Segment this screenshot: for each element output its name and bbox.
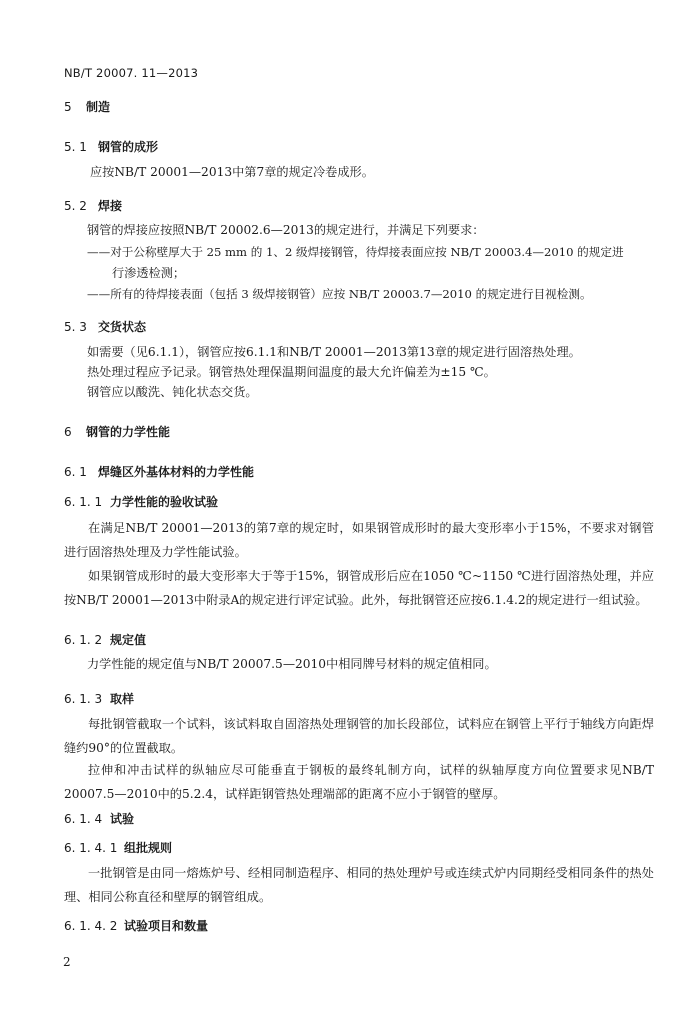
heading-6-1-2	[64, 631, 146, 648]
dash-list-item: ——对于公称壁厚大于 25 mm 的 1、2 级焊接钢管，待焊接表面应按 NB/T 20003.4—2010 的规定进	[87, 245, 624, 259]
heading-6-1-4	[64, 810, 134, 827]
heading-title: 试验项目和数量	[124, 919, 209, 933]
dash-list-item-continuation: 行渗透检测；	[112, 266, 186, 280]
heading-number: 5. 3	[64, 320, 87, 334]
heading-title: 焊缝区外基体材料的力学性能	[98, 465, 255, 479]
heading-title: 规定值	[110, 633, 147, 647]
heading-title: 力学性能的验收试验	[110, 495, 219, 509]
heading-number: 6. 1. 4. 2	[64, 919, 118, 933]
heading-number: 5	[64, 100, 72, 114]
paragraph: 每批钢管截取一个试料，该试料取自固溶热处理钢管的加长段部位，试料应在钢管上平行于轴线方向距焊缝约90°的位置截取。	[64, 717, 654, 755]
heading-6-1-1	[64, 493, 218, 510]
heading-title: 制造	[86, 100, 111, 114]
heading-number: 6. 1. 4	[64, 812, 103, 826]
paragraph: 拉伸和冲击试样的纵轴应尽可能垂直于钢板的最终轧制方向，试样的纵轴厚度方向位置要求见NB/T 20007.5—2010中的5.2.4，试样距钢管热处理端部的距离不应小于钢管的壁厚。	[64, 763, 654, 801]
heading-number: 6. 1	[64, 465, 87, 479]
heading-5-3	[64, 318, 146, 335]
paragraph: 钢管的焊接应按照NB/T 20002.6—2013的规定进行，并满足下列要求：	[87, 223, 485, 237]
paragraph: 应按NB/T 20001—2013中第7章的规定冷卷成形。	[90, 165, 374, 179]
heading-6-1-4-2	[64, 917, 208, 934]
paragraph: 热处理过程应予记录。钢管热处理保温期间温度的最大允许偏差为±15 ℃。	[87, 365, 496, 379]
heading-title: 焊接	[98, 199, 123, 213]
heading-number: 5. 1	[64, 140, 87, 154]
heading-6-1-3	[64, 690, 134, 707]
heading-title: 交货状态	[98, 320, 147, 334]
heading-5-1	[64, 138, 158, 155]
paragraph: 力学性能的规定值与NB/T 20007.5—2010中相同牌号材料的规定值相同。	[87, 657, 497, 671]
heading-number: 5. 2	[64, 199, 87, 213]
heading-number: 6	[64, 425, 72, 439]
heading-5-2	[64, 197, 122, 214]
heading-6-1	[64, 463, 254, 480]
heading-number: 6. 1. 4. 1	[64, 841, 118, 855]
heading-title: 钢管的成形	[98, 140, 159, 154]
paragraph: 如需要（见6.1.1），钢管应按6.1.1和NB/T 20001—2013第13章的规定进行固溶热处理。	[87, 345, 581, 359]
heading-6-1-4-1	[64, 839, 172, 856]
heading-number: 6. 1. 1	[64, 495, 103, 509]
heading-number: 6. 1. 3	[64, 692, 103, 706]
heading-title: 试验	[110, 812, 135, 826]
page-number: 2	[63, 955, 71, 969]
heading-5	[64, 98, 110, 115]
heading-title: 取样	[110, 692, 135, 706]
heading-6	[64, 423, 170, 440]
heading-title: 钢管的力学性能	[86, 425, 171, 439]
heading-number: 6. 1. 2	[64, 633, 103, 647]
document-code: NB/T 20007. 11—2013	[64, 66, 199, 80]
dash-list-item: ——所有的待焊接表面（包括 3 级焊接钢管）应按 NB/T 20003.7—2010 的规定进行目视检测。	[87, 287, 592, 301]
paragraph: 如果钢管成形时的最大变形率大于等于15%，钢管成形后应在1050 ℃~1150 ℃进行固溶热处理，并应按NB/T 20001—2013中附录A的规定进行评定试验。此外，每批钢管还应按6.1.4.2的规定进行一组试验。	[64, 569, 654, 607]
heading-title: 组批规则	[124, 841, 173, 855]
paragraph: 一批钢管是由同一熔炼炉号、经相同制造程序、相同的热处理炉号或连续式炉内同期经受相同条件的热处理、相同公称直径和壁厚的钢管组成。	[64, 866, 654, 904]
paragraph: 钢管应以酸洗、钝化状态交货。	[87, 385, 258, 399]
paragraph: 在满足NB/T 20001—2013的第7章的规定时，如果钢管成形时的最大变形率小于15%，不要求对钢管进行固溶热处理及力学性能试验。	[64, 521, 654, 559]
